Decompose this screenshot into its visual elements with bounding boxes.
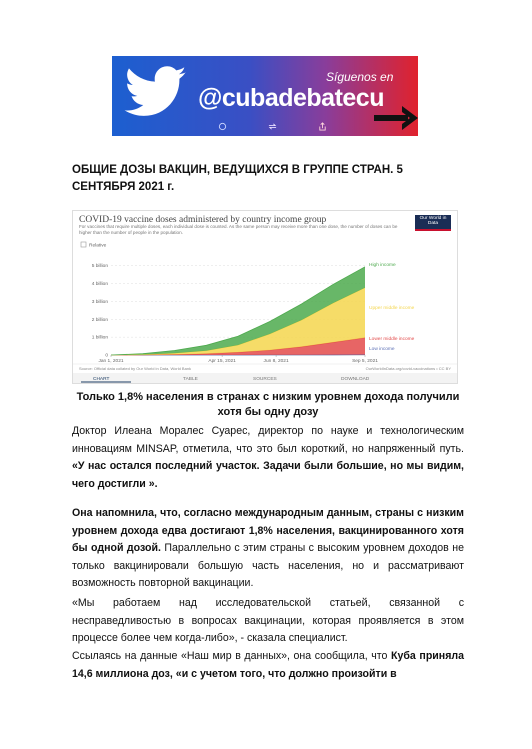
twitter-bird-icon: [124, 66, 188, 118]
y-tick-label: 5 billion: [91, 264, 108, 270]
relative-checkbox[interactable]: [81, 242, 86, 247]
y-tick-label: 0: [105, 353, 108, 359]
y-tick-label: 3 billion: [91, 299, 108, 305]
chart-caption: Только 1,8% населения в странах с низким уровнем дохода получили хотя бы одну дозу: [76, 391, 460, 418]
plot-area: [92, 262, 415, 364]
x-tick-label: Sep 5, 2021: [352, 359, 378, 364]
follow-us-text: Síguenos en: [326, 70, 394, 84]
paragraph-1-quote: «У нас остался последний участок. Задачи были большие, но мы видим, чего достигли ».: [72, 460, 464, 490]
chart-svg: [73, 211, 457, 383]
heart-icon: [218, 122, 227, 131]
paragraph-2-bold: Она напомнила, что, согласно международным данным, страны с низким уровнем дохода едва достигают 1,8% населения, вакцинированного хотя бы одной дозой.: [72, 507, 464, 554]
y-tick-label: 1 billion: [91, 335, 108, 341]
article-heading: ОБЩИЕ ДОЗЫ ВАКЦИН, ВЕДУЩИХСЯ В ГРУППЕ СТРАН. 5 СЕНТЯБРЯ 2021 г.: [72, 164, 403, 193]
x-tick-label: Jun 8, 2021: [263, 359, 289, 364]
legend-low-income: Low income: [369, 347, 395, 352]
paragraph-1: [72, 423, 464, 493]
paragraph-4: [72, 648, 464, 683]
tab-table[interactable]: TABLE: [183, 377, 198, 382]
legend-upper-middle-income: Upper middle income: [369, 306, 415, 311]
tab-chart[interactable]: CHART: [93, 377, 110, 382]
relative-toggle-label: Relative: [89, 243, 107, 249]
twitter-banner[interactable]: [112, 56, 418, 136]
paragraph-4-bold: Куба приняла 14,6 миллиона доз, «и с учетом того, что должно произойти в: [72, 650, 465, 680]
arrow-right-icon: [374, 104, 418, 132]
vaccine-doses-chart: [72, 210, 458, 384]
chart-subtitle: For vaccines that require multiple doses, each individual dose is counted. As the same person may receive more than one dose, the number of doses can be higher than the number of people in the population.: [79, 224, 398, 235]
twitter-handle: @cubadebatecu: [198, 84, 384, 112]
paragraph-1-text: Доктор Илеана Моралес Суарес, директор по науке и технологическим инновациям MINSAP, отметила, что это был короткий, но напряженный путь.: [72, 425, 464, 455]
retweet-icon: [268, 122, 277, 131]
paragraph-2-text: Параллельно с этим страны с высоким уровнем доходов не только вакцинировали большую часть населения, но и рассматривают возможность повторной вакцинации.: [72, 542, 464, 589]
tab-download[interactable]: DOWNLOAD: [341, 377, 370, 382]
legend-lower-middle-income: Lower middle income: [369, 337, 415, 342]
chart-title: COVID-19 vaccine doses administered by country income group: [79, 215, 327, 225]
x-tick-label: Apr 15, 2021: [208, 359, 236, 364]
y-tick-label: 4 billion: [91, 282, 108, 288]
chart-source: Source: Official data collated by Our World in Data, World Bank: [79, 366, 192, 371]
tab-sources[interactable]: SOURCES: [253, 377, 277, 382]
paragraph-2: [72, 505, 464, 593]
share-icon: [318, 122, 327, 131]
x-tick-label: Jan 1, 2021: [98, 359, 124, 364]
owid-logo-underline: [415, 229, 451, 231]
paragraph-4-text: Ссылаясь на данные «Наш мир в данных», она сообщила, что: [72, 650, 392, 662]
legend-high-income: High income: [369, 263, 396, 268]
paragraph-3: «Мы работаем над исследовательской статьей, связанной с несправедливостью в вопросах вакцинации, которая проявляется в этом процессе более чем когда-либо», - сказала специалист.: [72, 597, 464, 644]
owid-logo-text: Our World in Data: [419, 216, 447, 227]
chart-license: OurWorldInData.org/covid-vaccinations • CC BY: [365, 366, 451, 371]
y-tick-label: 2 billion: [91, 317, 108, 323]
